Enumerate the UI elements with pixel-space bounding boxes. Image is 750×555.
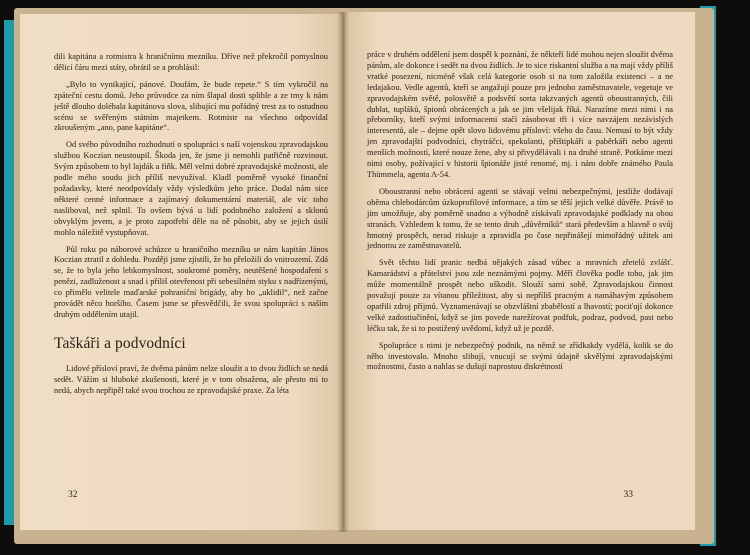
paragraph: dili kapitána a rotmistra k hraničnímu mezníku. Dříve než překročil pomyslnou dělicí čáru mezi státy, obrátil se a prohlásil: xyxy=(54,52,328,72)
paragraph: Od svého původního rozhodnutí o spolupráci s naší vojenskou zpravodajskou službou Koczian neustoupil. Škoda jen, že jsme ji nemohli patřičně rozvinout. Svým způsobem to byl lajdák a fiňk. Měl velmi dobré zpravodajské možnosti, ale podle mého soudu jich příliš nevyužíval. Kladl poměrně vysoké finanční požadavky, které neodpovídaly vždy výsledkům jeho práce. Dodal nám sice některé cenné informace a zajímavý dokumentární materiál, ale víc toho nasliboval, než splnil. To ovšem bývá u lidí podobného založení a sklonů obvyklým jevem, a je proto zapotřebí děle na ně působit, aby se jejich úsilí mohlo náležitě vystupňovat. xyxy=(54,140,328,237)
page-number: 33 xyxy=(623,490,633,500)
paragraph: Oboustranní nebo obrácení agenti se stávají velmi nebezpečnými, jestliže dodávají oběma chlebodárcům úzkoprofilové informace, a tím se těší jejich velké důvěře. Právě to jim umožňuje, aby poměrně snadno a výhodně získávali zpravodajské podklady na obou stranách. Vzhledem k tomu, že se tento druh „důvěrníků“ stará především a hlavně o svůj hmotný prospěch, nerad riskuje a zpravidla po čase nepřinášejí mimořádný užitek ani jednomu ze zaměstnavatelů. xyxy=(367,186,673,251)
paragraph: „Bylo to vynikající, pánové. Doufám, že bude repete.“ S tím vykročil na zpáteční cestu domů. Jeho průvodce za ním šlapal dosti splihle a ze tmy k nám ještě dlouho doléhala kapitánova slova, slibující mu pořádný trest za to ostudnou scénu se svěřeným státním majetkem. Rotmistr na všechno odpovídal zkroušeným „ano, pane kapitáne“. xyxy=(54,79,328,133)
left-page-text xyxy=(54,52,328,397)
paragraph: Svět těchto lidí pranic nedbá nějakých zásad vůbec a mravních zřetelů zvlášť. Kamarádství a přátelství jsou zde neznámými pojmy. Měří člověka podle toho, jak jim může momentálně prospět nebo uškodit. Slouží sami sobě. Zpravodajskou činnost považují pouze za vítanou příležitost, aby si nepříliš pracným a namáhavým způsobem opatřili zdroj příjmů. Vyznamenávají se obzvláštní zbabělostí a lhavostí; pociťují dokonce velké zadostiučinění, když se jim povede narežírovat podfuk, podraz, podvod, past nebo léčku tak, že si to postižený uvědomí, když už je pozdě. xyxy=(367,258,673,333)
paragraph: práce v druhém oddělení jsem dospěl k poznání, že někteří lidé mohou nejen sloužit dvěma pánům, ale dokonce i sedět na dvou židlích. Je to sice riskantní služba a na mají vždy příliš vratké posezení, nicméně však celá kategorie osob si na tom založila existenci – a ne ledajakou. Vedle agentů, kteří se angažují pouze pro jednoho zaměstnavatele, vegetuje ve zpravodajském světě, polosvětě a podsvětí sorta takzvaných agentů oboustranných, čili dublat, tupláků, špionů obrácených a jak se jim všelijak říká. Narazíme mezi nimi i na přeborníky, kteří svými informacemi stačí zásobovat tři i více navzájem nezávislých interesentů, ale – dejme opět slovo lidovému přísloví: všeho do času. Nemusí to být vždy jen zpravodajští podvodníci, chytráčci, spekulanti, příštipkáři a paběrkáři nebo agenti menších možností, které nouze žene, aby si přivydělávali i na druhé straně. Potkáme mezi nimi osoby, požívající v historii špionáže jisté renomé, mj. i nám dobře známého Paula Thümmela, agenta A-54. xyxy=(367,50,673,179)
paragraph: Spolupráce s nimi je nebezpečný podnik, na němž se zřídkakdy vydělá, kolik se do něho investovalo. Mnoho slibují, vnucují se svými údajně skvělými zpravodajskými možnostmi, často a nahlas se dušují naprostou diskrétností xyxy=(367,340,673,372)
paragraph: Lidové přísloví praví, že dvěma pánům nelze sloužit a to dvou židlích se nedá sedět. Vážím si hluboké zkušenosti, které je v tom obsažena, ale přesto mi to nedá, abych nepřipěl také svou trochou ze zpravodajské praxe. Za léta xyxy=(54,363,328,395)
right-page-text xyxy=(367,50,673,373)
page-number: 32 xyxy=(68,490,78,500)
right-page xyxy=(345,12,695,530)
paragraph: Půl roku po náborové schůzce u hraničního mezníku se nám kapitán János Koczian ztratil z dohledu. Později jsme zjistili, že ho přeložili do vnitrozemí. Zdá se, že to byla jeho lehkomyslnost, soukromé poměry, neutěšené hospodaření s penězi, zadluženost a snad i příliš otevřenost při sebesílném styku s nadřízenými, co přimělo velitele maďarské pohraniční brigády, aby ho „uklidil“, než začne provádět něco horšího. Časem jsme se přesvědčili, že svou spolupráci s naším druhým oddělením utajil. xyxy=(54,244,328,319)
book-gutter xyxy=(337,12,349,532)
left-page xyxy=(20,14,342,530)
section-heading: Taškáři a podvodníci xyxy=(54,334,186,352)
